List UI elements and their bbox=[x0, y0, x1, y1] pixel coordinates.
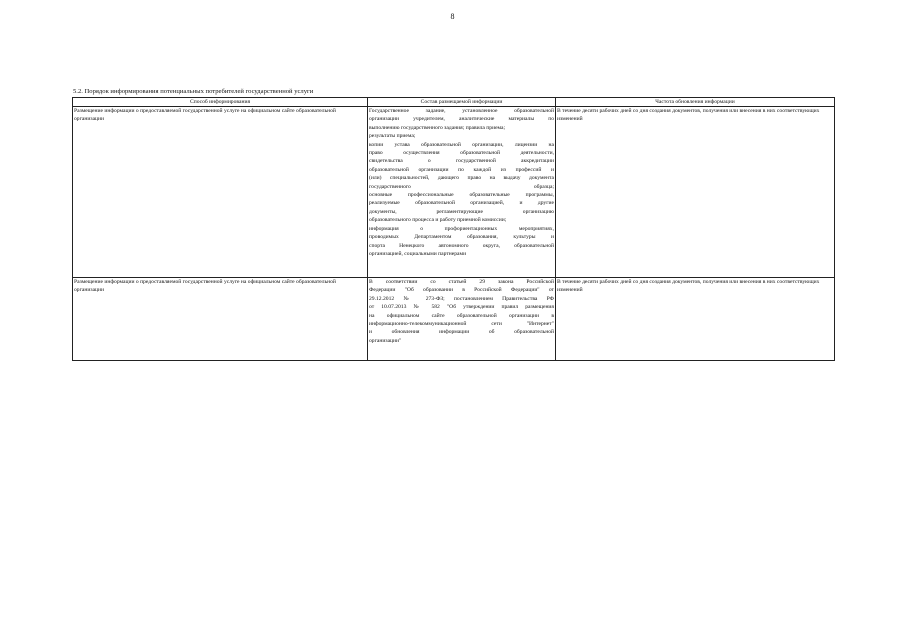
content-line: спорта Ненецкого автономного округа, образовательной bbox=[369, 242, 554, 249]
content-line: В соответствии со статьей 29 закона Российской bbox=[369, 279, 554, 285]
header-method: Способ информирования bbox=[73, 98, 368, 107]
cell-method: Размещение информации о предоставляемой государственной услуге на официальном сайте образовательной организации bbox=[73, 107, 368, 278]
cell-method: Размещение информации о предоставляемой государственной услуге на официальном сайте образовательной организации bbox=[73, 278, 368, 361]
page-number: 8 bbox=[450, 12, 455, 21]
cell-content bbox=[368, 107, 556, 278]
content-line: организации" bbox=[369, 337, 402, 344]
content-line: информационно-телекоммуникационной сети "Интернет" bbox=[369, 321, 554, 328]
header-frequency: Частота обновления информации bbox=[556, 98, 835, 107]
content-line: 29.12.2012 № 273-ФЗ; постановлением Правительства РФ bbox=[369, 295, 554, 302]
content-line: образовательной организации по каждой из профессий и bbox=[369, 166, 554, 173]
content-line: выполнению государственного задания; правила приема; bbox=[369, 124, 506, 131]
content-line: проводимых Департаментом образования, культуры и bbox=[369, 234, 554, 241]
content-line: право осуществления образовательной деятельности, bbox=[369, 150, 554, 157]
content-line: Государственное задание, установленное образовательной bbox=[369, 108, 554, 114]
cell-content bbox=[368, 278, 556, 361]
content-line: на официальном сайте образовательной организации в bbox=[369, 312, 554, 319]
content-line: результаты приема; bbox=[369, 133, 416, 140]
information-table bbox=[72, 97, 835, 361]
content-line: и обновления информации об образовательной bbox=[369, 329, 554, 336]
table-row bbox=[73, 278, 835, 361]
cell-frequency: В течение десяти рабочих дней со дня создания документов, получения или внесения в них соответствующих изменений bbox=[556, 107, 835, 278]
content-line: организацией, социальными партнерами bbox=[369, 250, 467, 257]
content-line: Федерации "Об образовании в Российской Федерации" от bbox=[369, 287, 554, 294]
table-row bbox=[73, 107, 835, 278]
cell-frequency: В течение десяти рабочих дней со дня создания документов, получения или внесения в них соответствующих изменений bbox=[556, 278, 835, 361]
table-header-row bbox=[73, 98, 835, 107]
content-line: государственного образца; bbox=[369, 183, 554, 190]
content-line: основные профессиональные образовательные программы, bbox=[369, 192, 554, 199]
content-line: информация о профориентационных мероприятиях, bbox=[369, 225, 554, 232]
header-content: Состав размещаемой информации bbox=[368, 98, 556, 107]
content-line: свидетельства о государственной аккредитации bbox=[369, 158, 554, 165]
content-line: организации учредителем, аналитические материалы по bbox=[369, 116, 554, 123]
content-line: реализуемые образовательной организацией, и другие bbox=[369, 200, 554, 207]
content-line: (или) специальностей, дающего право на выдачу документа bbox=[369, 175, 554, 182]
section-caption: 5.2. Порядок информирования потенциальных потребителей государственной услуги bbox=[73, 88, 314, 95]
content-line: образовательного процесса и работу приемной комиссии; bbox=[369, 217, 507, 224]
content-line: документы, регламентирующие организацию bbox=[369, 208, 554, 215]
content-line: копии устава образовательной организации, лицензии на bbox=[369, 141, 554, 148]
content-line: от 10.07.2013 № 582 "Об утверждении правил размещения bbox=[369, 304, 554, 311]
